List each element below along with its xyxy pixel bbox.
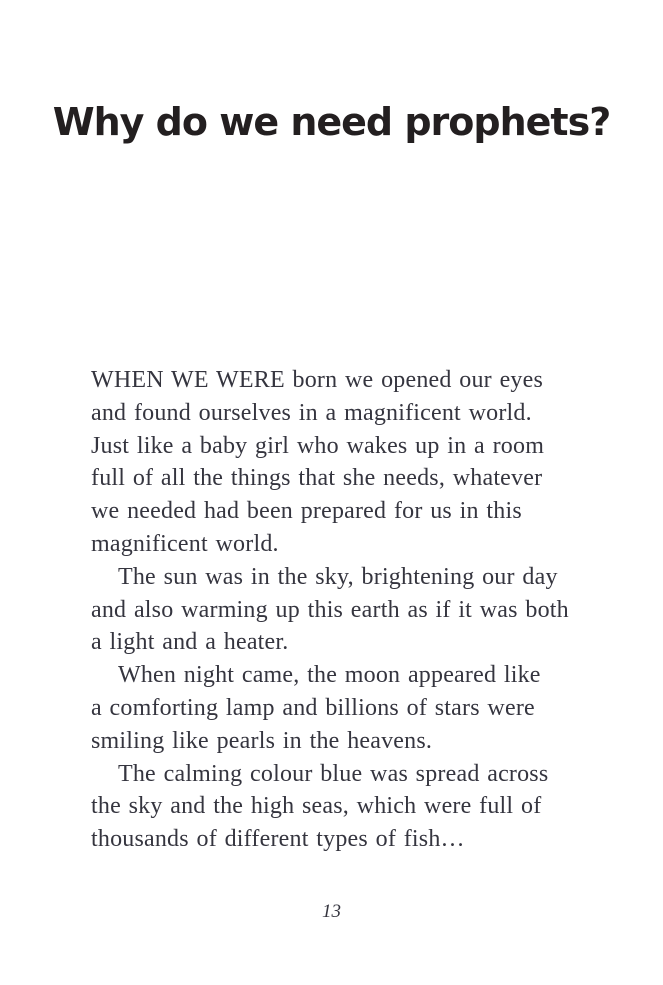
text-line: and found ourselves in a magnificent world. (91, 399, 532, 426)
chapter-title: Why do we need prophets? (52, 100, 611, 144)
text-line: magnificent world. (91, 530, 279, 557)
text-line: a light and a heater. (91, 629, 289, 656)
text-line: the sky and the high seas, which were full of (91, 793, 542, 820)
body-paragraph (91, 561, 591, 659)
body-paragraph (91, 659, 591, 757)
text-line: Just like a baby girl who wakes up in a room (91, 432, 545, 459)
text-line: The calming colour blue was spread across (118, 760, 549, 787)
body-paragraph (91, 364, 591, 561)
text-line: The sun was in the sky, brightening our day (118, 563, 558, 590)
body-text-block (91, 364, 591, 856)
text-line: When night came, the moon appeared like (118, 662, 541, 689)
text-line: and also warming up this earth as if it was both (91, 596, 569, 623)
text-line: we needed had been prepared for us in this (91, 498, 522, 525)
body-paragraph (91, 758, 591, 856)
text-line: full of all the things that she needs, whatever (91, 465, 543, 492)
text-line: smiling like pearls in the heavens. (91, 727, 433, 754)
text-line: thousands of different types of fish… (91, 826, 465, 853)
page-number: 13 (322, 901, 341, 922)
text-line: a comforting lamp and billions of stars were (91, 694, 535, 721)
text-line: WHEN WE WERE born we opened our eyes (91, 367, 544, 393)
